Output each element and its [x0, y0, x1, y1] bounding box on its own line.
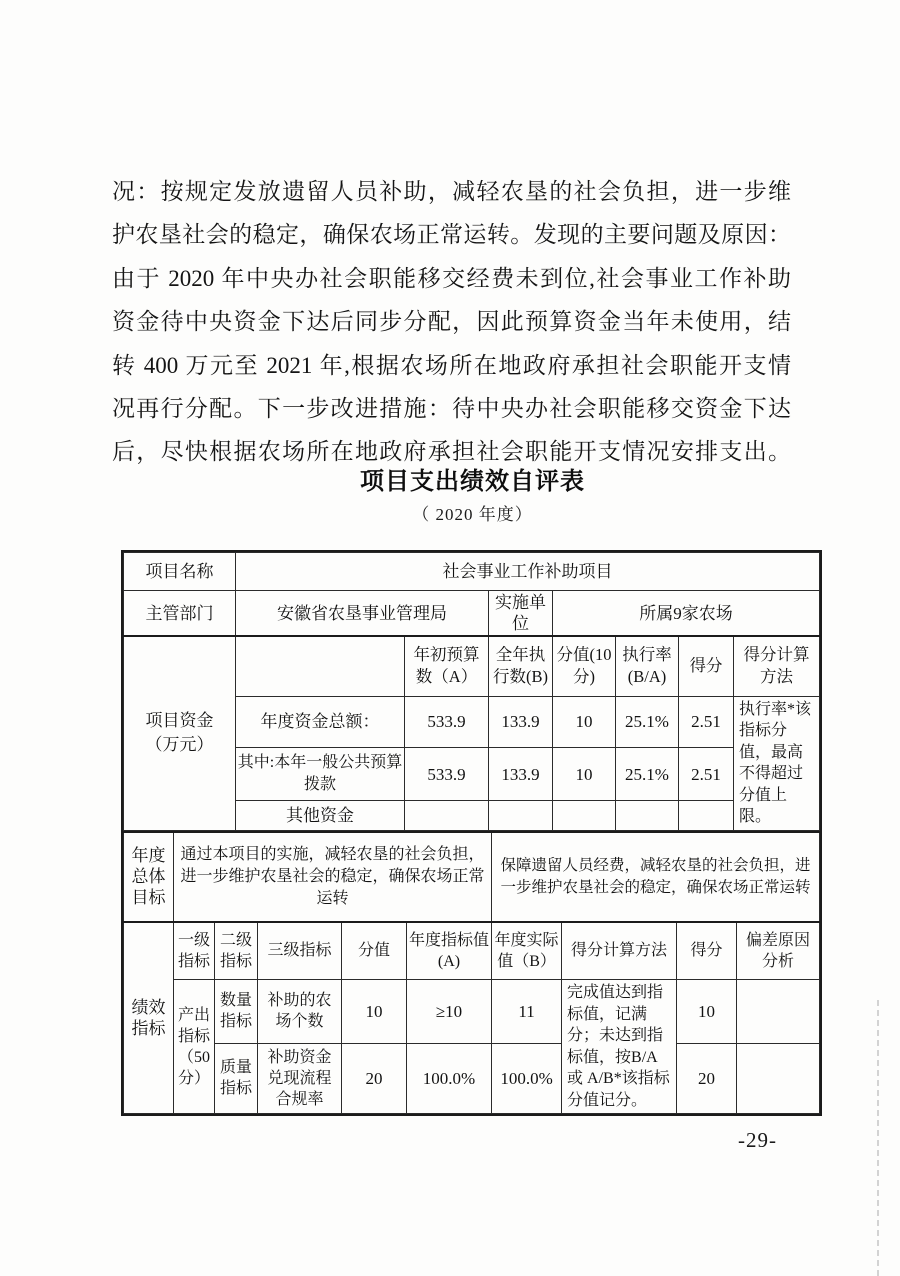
funds-public-rate: 25.1% [616, 747, 679, 801]
body-paragraph [112, 170, 791, 474]
table-row [124, 1043, 820, 1113]
table-row [124, 922, 820, 980]
self-evaluation-table [121, 550, 822, 1116]
funds-section-label [124, 636, 236, 830]
impl-unit-value: 所属9家农场 [553, 591, 820, 637]
empty-cell [553, 801, 616, 830]
funds-total-budget: 533.9 [405, 696, 489, 747]
quantity-deviation [737, 980, 820, 1044]
paragraph-line: 资金待中央资金下达后同步分配，因此预算资金当年未使用，结 [112, 309, 791, 335]
empty-cell [679, 801, 734, 830]
quantity-indicator-name: 补助的农场个数 [258, 980, 342, 1044]
funds-label-text: 项目资金（万元） [145, 711, 214, 755]
funds-total-rate: 25.1% [616, 696, 679, 747]
empty-cell [405, 801, 489, 830]
funds-public-budget-label: 其中:本年一般公共预算拨款 [236, 747, 405, 801]
quality-score: 20 [677, 1043, 737, 1113]
document-title: 项目支出绩效自评表 [360, 468, 585, 495]
funds-public-exec: 133.9 [489, 747, 553, 801]
dept-label: 主管部门 [124, 591, 236, 637]
col-header-score2: 得分 [677, 922, 737, 980]
table-bottom-section [123, 831, 820, 1115]
col-header-rate: 执行率(B/A) [616, 636, 679, 696]
performance-section-label: 绩效指标 [124, 922, 174, 1114]
empty-cell [616, 801, 679, 830]
col-header-deviation: 偏差原因分析 [737, 922, 820, 980]
project-name-value: 社会事业工作补助项目 [236, 553, 820, 591]
quality-deviation [737, 1043, 820, 1113]
empty-cell [489, 801, 553, 830]
quantity-indicator-label: 数量指标 [215, 980, 258, 1044]
col-header-points: 分值(10分) [553, 636, 616, 696]
table-row [124, 980, 820, 1044]
table-top-section [123, 552, 820, 831]
col-header-score: 得分 [679, 636, 734, 696]
annual-goal-label: 年度总体目标 [124, 832, 174, 922]
col-header-level1: 一级指标 [174, 922, 215, 980]
funds-total-exec: 133.9 [489, 696, 553, 747]
quantity-points: 10 [342, 980, 407, 1044]
project-name-label: 项目名称 [124, 553, 236, 591]
col-header-points2: 分值 [342, 922, 407, 980]
dept-value: 安徽省农垦事业管理局 [236, 591, 489, 637]
annual-goal-planned: 通过本项目的实施，减轻农垦的社会负担，进一步维护农垦社会的稳定，确保农场正常运转 [174, 832, 492, 922]
table-row [124, 591, 820, 637]
quality-target: 100.0% [407, 1043, 492, 1113]
paragraph-line: 由于 2020 年中央办社会职能移交经费未到位,社会事业工作补助 [112, 265, 791, 291]
col-header-level2: 二级指标 [215, 922, 258, 980]
quality-actual: 100.0% [492, 1043, 562, 1113]
table-row [124, 832, 820, 922]
table-row [124, 553, 820, 591]
quantity-actual: 11 [492, 980, 562, 1044]
quality-indicator-name: 补助资金兑现流程合规率 [258, 1043, 342, 1113]
document-subtitle: （ 2020 年度） [412, 505, 533, 524]
funds-other-label: 其他资金 [236, 801, 405, 830]
impl-unit-label: 实施单位 [489, 591, 553, 637]
quantity-score: 10 [677, 980, 737, 1044]
scan-artifact-line [877, 1000, 879, 1276]
paragraph-line: 护农垦社会的稳定，确保农场正常运转。发现的主要问题及原因： [112, 222, 791, 248]
funds-total-score: 2.51 [679, 696, 734, 747]
paragraph-line: 后，尽快根据农场所在地政府承担社会职能开支情况安排支出。 [112, 439, 791, 465]
col-header-level3: 三级指标 [258, 922, 342, 980]
output-indicator-group-label: 产出指标（50分） [174, 980, 215, 1114]
col-header-method: 得分计算方法 [734, 636, 820, 696]
quality-indicator-label: 质量指标 [215, 1043, 258, 1113]
paragraph-line: 况：按规定发放遗留人员补助，减轻农垦的社会负担，进一步维 [112, 179, 791, 204]
annual-goal-actual: 保障遗留人员经费，减轻农垦的社会负担，进一步维护农垦社会的稳定，确保农场正常运转 [492, 832, 820, 922]
table-row [124, 636, 820, 696]
empty-cell [236, 636, 405, 696]
funds-total-label: 年度资金总额： [236, 696, 405, 747]
col-header-budget: 年初预算数（A） [405, 636, 489, 696]
col-header-exec: 全年执行数(B) [489, 636, 553, 696]
col-header-target: 年度指标值(A) [407, 922, 492, 980]
funds-total-points: 10 [553, 696, 616, 747]
col-header-actual: 年度实际值（B） [492, 922, 562, 980]
funds-public-budget: 533.9 [405, 747, 489, 801]
funds-public-score: 2.51 [679, 747, 734, 801]
page-number: -29- [738, 1128, 777, 1152]
paragraph-line: 转 400 万元至 2021 年,根据农场所在地政府承担社会职能开支情 [112, 352, 791, 378]
score-method-note-2: 完成值达到指标值，记满分；未达到指标值，按B/A 或 A/B*该指标分值记分。 [562, 980, 677, 1114]
paragraph-line: 况再行分配。下一步改进措施：待中央办社会职能移交资金下达 [112, 395, 791, 421]
score-method-note: 执行率*该指标分值，最高不得超过分值上限。 [734, 696, 820, 830]
col-header-method2: 得分计算方法 [562, 922, 677, 980]
quantity-target: ≥10 [407, 980, 492, 1044]
quality-points: 20 [342, 1043, 407, 1113]
funds-public-points: 10 [553, 747, 616, 801]
